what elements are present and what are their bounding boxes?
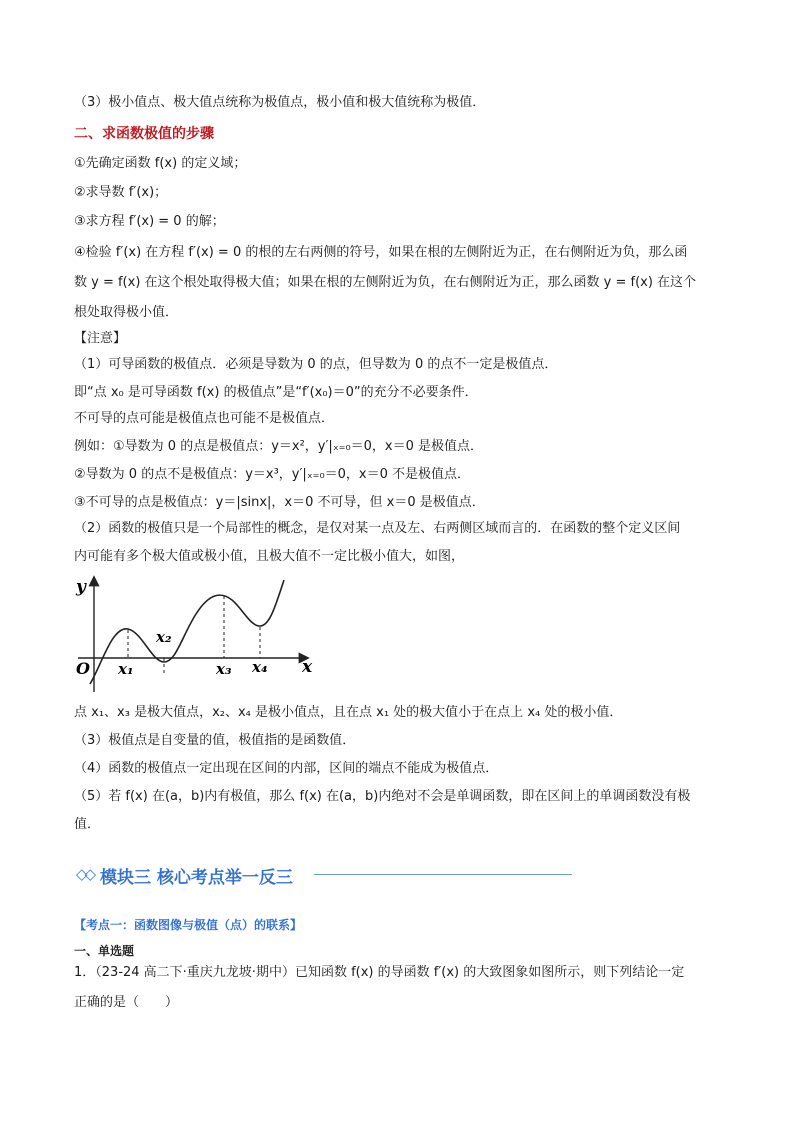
note-1c: 不可导的点可能是极值点也可能不是极值点． — [74, 411, 335, 426]
double-diamond-icon: ◇◇ — [76, 865, 94, 883]
module-title: 模块三 核心考点举一反三 — [100, 868, 293, 888]
note-2-line-1: （2）函数的极值只是一个局部性的概念，是仅对某一点及左、右两侧区域而言的．在函数的整个定义区间 — [74, 521, 681, 536]
x-axis-label: x — [302, 657, 313, 677]
step-4-line-2: 数 y = f(x) 在这个根处取得极大值；如果在根的左侧附近为负，在右侧附近为正，那么函数 y = f(x) 在这个 — [74, 275, 697, 290]
note-1: （1）可导函数的极值点．必须是导数为 0 的点，但导数为 0 的点不一定是极值点． — [74, 357, 558, 372]
x3-label: x₃ — [216, 660, 232, 678]
definition-note: （3）极小值点、极大值点统称为极值点，极小值和极大值统称为极值． — [74, 95, 486, 110]
example-2: ②导数为 0 的点不是极值点：y＝x³，y′|ₓ₌₀＝0，x＝0 不是极值点． — [74, 467, 471, 482]
x4-label: x₄ — [252, 658, 268, 676]
y-axis-label: y — [76, 577, 86, 597]
step-3: ③求方程 f′(x) = 0 的解； — [74, 214, 225, 229]
note-4: （4）函数的极值点一定出现在区间的内部，区间的端点不能成为极值点． — [74, 761, 499, 776]
module-banner — [76, 862, 576, 886]
question-1-line-2: 正确的是（ ） — [74, 995, 179, 1010]
note-5-line-2: 值． — [74, 817, 101, 832]
x2-label: x₂ — [156, 628, 172, 646]
question-1-line-1: 1．（23-24 高二下·重庆九龙坡·期中）已知函数 f(x) 的导函数 f′(x) 的大致图象如图所示，则下列结论一定 — [74, 965, 685, 980]
x1-label: x₁ — [118, 660, 134, 678]
note-5-line-1: （5）若 f(x) 在(a，b)内有极值，那么 f(x) 在(a，b)内绝对不会是单调函数，即在区间上的单调函数没有极 — [74, 789, 691, 804]
banner-divider — [314, 874, 572, 875]
origin-label: O — [76, 659, 90, 678]
extrema-graph — [72, 574, 322, 694]
note-2-line-2: 内可能有多个极大值或极小值，且极大值不一定比极小值大，如图， — [74, 549, 465, 564]
step-4-line-3: 根处取得极小值． — [74, 305, 179, 320]
note-heading: 【注意】 — [74, 331, 127, 346]
example-1: 例如：①导数为 0 的点是极值点：y＝x²，y′|ₓ₌₀＝0，x＝0 是极值点． — [74, 439, 484, 454]
section-heading: 一、单选题 — [74, 944, 135, 958]
example-3: ③不可导的点是极值点：y＝|sinx|，x＝0 不可导，但 x＝0 是极值点． — [74, 495, 485, 510]
step-1: ①先确定函数 f(x) 的定义域； — [74, 156, 247, 171]
step-2: ②求导数 f′(x)； — [74, 185, 168, 200]
note-3: （3）极值点是自变量的值，极值指的是函数值． — [74, 733, 356, 748]
step-4-line-1: ④检验 f′(x) 在方程 f′(x) = 0 的根的左右两侧的符号，如果在根的左侧附近为正，在右侧附近为负，那么函 — [74, 245, 688, 260]
steps-heading: 二、求函数极值的步骤 — [74, 126, 214, 142]
graph-caption: 点 x₁、x₃ 是极大值点，x₂、x₄ 是极小值点，且在点 x₁ 处的极大值小于在点上 x₄ 处的极小值． — [74, 705, 623, 720]
note-1b: 即“点 x₀ 是可导函数 f(x) 的极值点”是“f′(x₀)＝0”的充分不必要条件． — [74, 385, 478, 400]
topic-heading: 【考点一：函数图像与极值（点）的联系】 — [74, 918, 303, 932]
